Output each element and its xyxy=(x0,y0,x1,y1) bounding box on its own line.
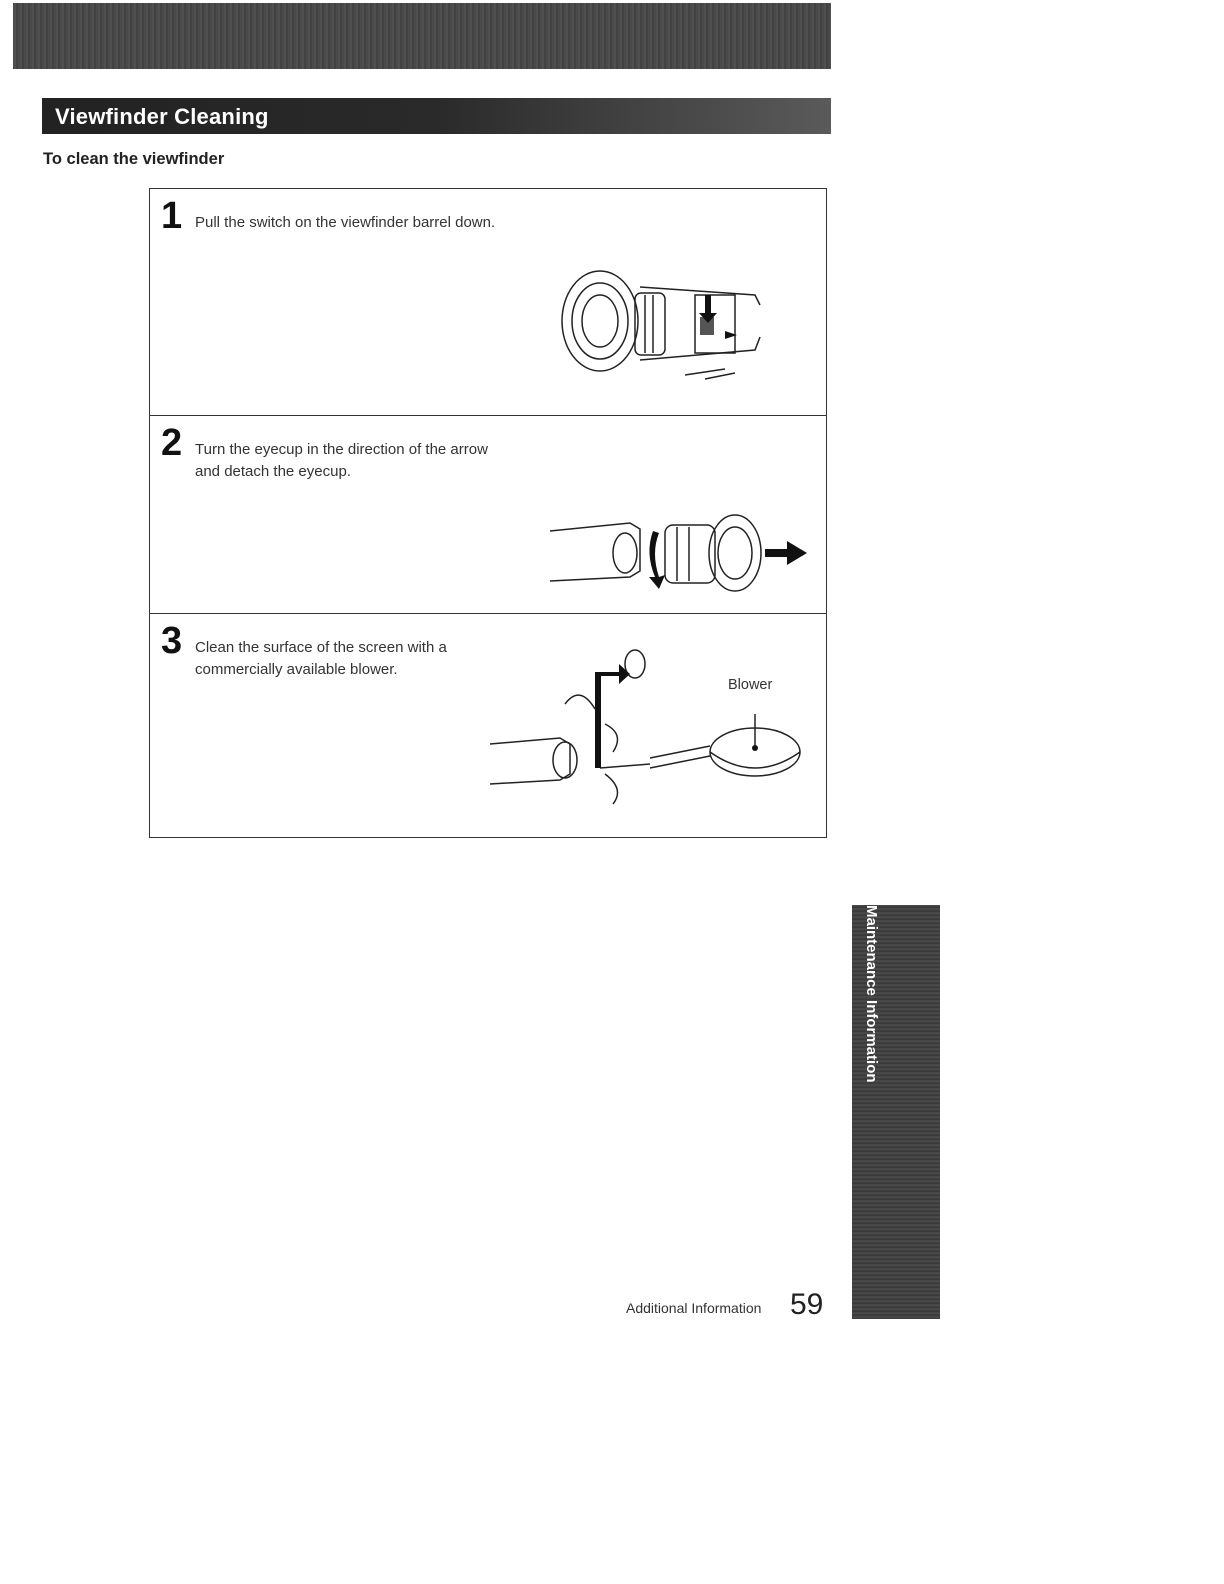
step-1 xyxy=(150,189,826,415)
page-number: 59 xyxy=(790,1288,824,1321)
blower-callout-label: Blower xyxy=(728,677,773,693)
subheading: To clean the viewfinder xyxy=(43,150,225,168)
step-2 xyxy=(150,415,826,613)
steps-box xyxy=(149,188,827,838)
step-number: 2 xyxy=(161,422,183,464)
blower-cleaning-illustration xyxy=(485,634,810,834)
side-tab-label: Maintenance Information xyxy=(863,905,880,1083)
section-title: Viewfinder Cleaning xyxy=(55,104,269,129)
footer-section-name: Additional Information xyxy=(626,1300,762,1316)
eyecup-detach-illustration xyxy=(545,501,815,611)
viewfinder-switch-illustration xyxy=(555,265,770,380)
step-number: 1 xyxy=(161,195,183,237)
side-tab-label-wrap xyxy=(852,905,880,1115)
header-decorative-band xyxy=(13,3,831,69)
step-3 xyxy=(150,613,826,837)
step-text: Clean the surface of the screen with a commercially available blower. xyxy=(195,639,447,678)
step-text: Pull the switch on the viewfinder barrel down. xyxy=(195,214,496,231)
step-text: Turn the eyecup in the direction of the arrow and detach the eyecup. xyxy=(195,441,488,480)
step-number: 3 xyxy=(161,620,183,662)
